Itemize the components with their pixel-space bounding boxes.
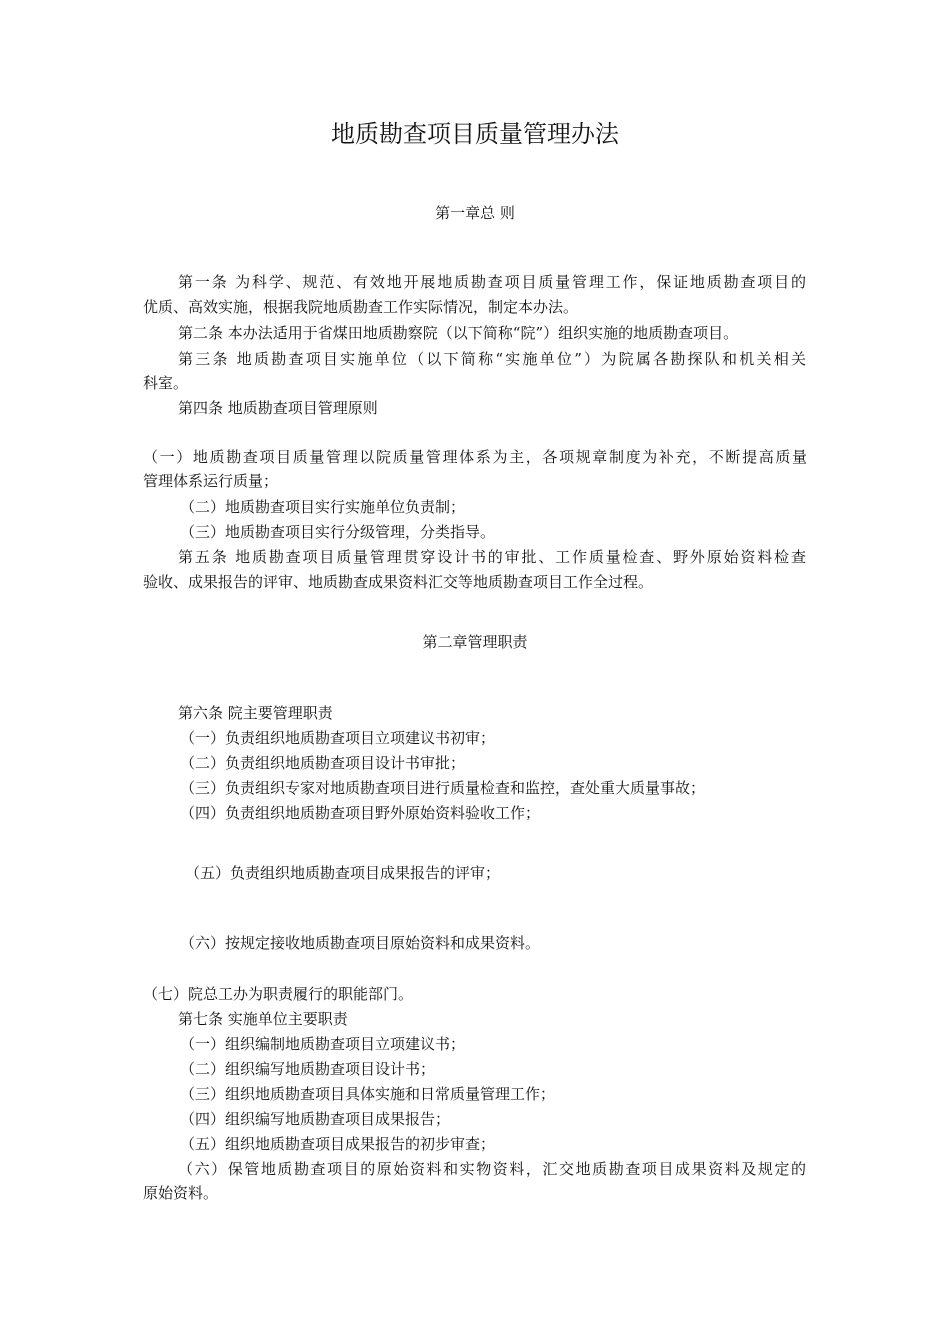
duty-7-6-line-2: 原始资料。 [143, 1184, 219, 1202]
duty-6-3: （三）负责组织专家对地质勘查项目进行质量检查和监控，查处重大质量事故； [180, 779, 706, 797]
duty-6-5: （五）负责组织地质勘查项目成果报告的评审； [185, 864, 501, 882]
principle-3-line: （三）地质勘查项目实行分级管理，分类指导。 [180, 523, 496, 541]
article-6-line: 第六条 院主要管理职责 [178, 704, 333, 722]
article-7-line: 第七条 实施单位主要职责 [178, 1010, 348, 1028]
duty-7-1: （一）组织编制地质勘查项目立项建议书； [180, 1035, 466, 1053]
article-3-line-2: 科室。 [143, 374, 189, 392]
article-4-line: 第四条 地质勘查项目管理原则 [178, 399, 378, 417]
duty-6-1: （一）负责组织地质勘查项目立项建议书初审； [180, 729, 496, 747]
article-5-line-1: 第五条 地质勘查项目质量管理贯穿设计书的审批、工作质量检查、野外原始资料检查 [178, 548, 806, 566]
article-5-line-2: 验收、成果报告的评审、地质勘查成果资料汇交等地质勘查项目工作全过程。 [143, 573, 654, 591]
duty-7-2: （二）组织编写地质勘查项目设计书； [180, 1060, 436, 1078]
principle-1-line-2: 管理体系运行质量； [143, 472, 279, 490]
document-title: 地质勘查项目质量管理办法 [331, 120, 619, 148]
article-1-line-1: 第一条 为科学、规范、有效地开展地质勘查项目质量管理工作，保证地质勘查项目的 [178, 273, 806, 291]
principle-2-line: （二）地质勘查项目实行实施单位负责制； [180, 498, 466, 516]
duty-6-2: （二）负责组织地质勘查项目设计书审批； [180, 754, 466, 772]
duty-6-4: （四）负责组织地质勘查项目野外原始资料验收工作； [180, 804, 541, 822]
article-1-line-2: 优质、高效实施，根据我院地质勘查工作实际情况，制定本办法。 [143, 298, 579, 316]
principle-1-line-1: （一）地质勘查项目质量管理以院质量管理体系为主，各项规章制度为补充，不断提高质量 [143, 448, 807, 466]
article-3-line-1: 第三条 地质勘查项目实施单位（以下简称“实施单位”）为院属各勘探队和机关相关 [178, 350, 806, 368]
duty-7-6-line-1: （六）保管地质勘查项目的原始资料和实物资料，汇交地质勘查项目成果资料及规定的 [178, 1160, 806, 1178]
duty-6-7: （七）院总工办为职责履行的职能部门。 [143, 985, 414, 1003]
duty-7-5: （五）组织地质勘查项目成果报告的初步审查； [180, 1135, 496, 1153]
duty-7-4: （四）组织编写地质勘查项目成果报告； [180, 1110, 451, 1128]
chapter-2-heading: 第二章管理职责 [422, 633, 528, 651]
duty-7-3: （三）组织地质勘查项目具体实施和日常质量管理工作； [180, 1085, 556, 1103]
duty-6-6: （六）按规定接收地质勘查项目原始资料和成果资料。 [180, 934, 541, 952]
chapter-1-heading: 第一章总 则 [435, 204, 515, 222]
article-2-line: 第二条 本办法适用于省煤田地质勘察院（以下简称“院”）组织实施的地质勘查项目。 [178, 324, 739, 342]
